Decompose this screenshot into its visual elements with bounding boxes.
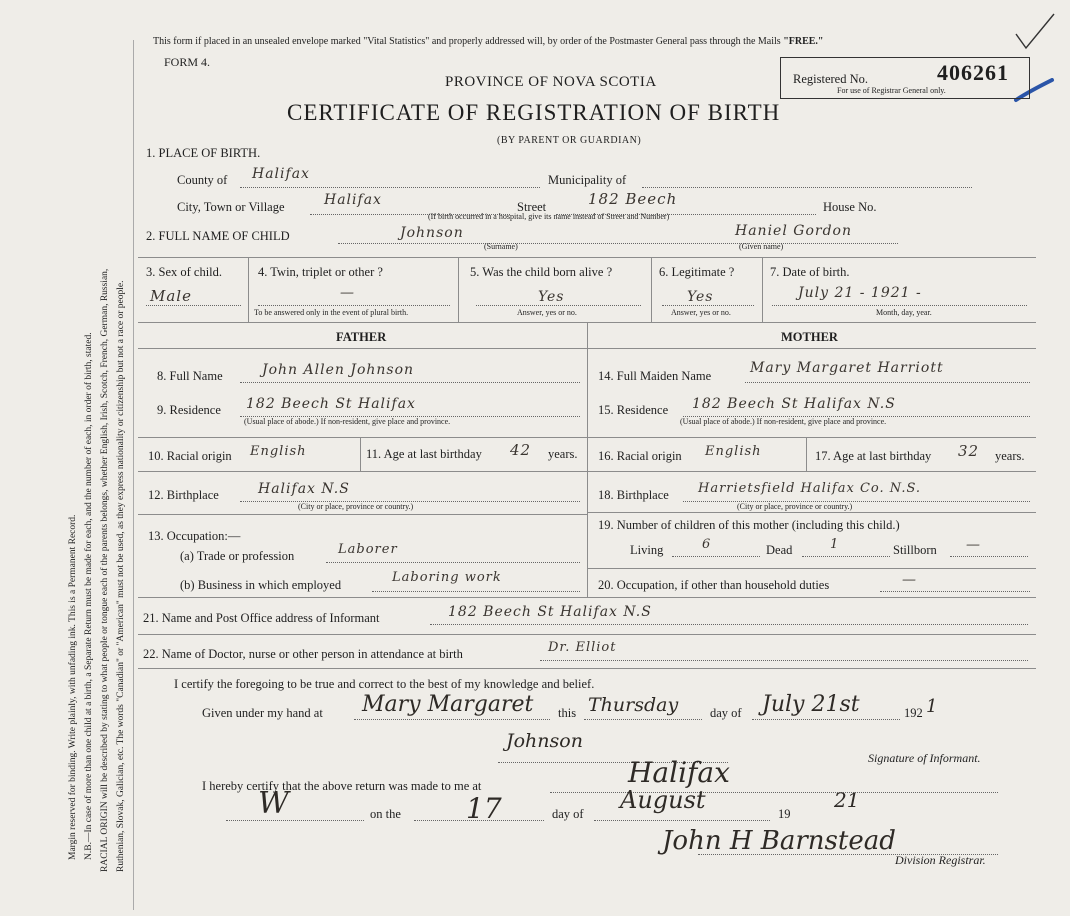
father-age-value: 42 xyxy=(510,441,532,459)
father-business-label: (b) Business in which employed xyxy=(180,578,342,592)
mother-years: years. xyxy=(995,449,1025,463)
mother-race-value: English xyxy=(705,444,762,459)
informant-value: 182 Beech St Halifax N.S xyxy=(448,604,652,620)
on-the-value: 17 xyxy=(466,792,502,825)
county-value: Halifax xyxy=(252,166,310,182)
certificate-subtitle: (BY PARENT OR GUARDIAN) xyxy=(497,135,642,146)
father-race-label: 10. Racial origin xyxy=(148,449,232,463)
mother-occupation-label: 20. Occupation, if other than household duties xyxy=(598,578,830,592)
mother-res-note: (Usual place of abode.) If non-resident, give place and province. xyxy=(680,417,887,426)
father-name-value: John Allen Johnson xyxy=(262,362,415,378)
dead-label: Dead xyxy=(766,543,793,557)
twin-label: 4. Twin, triplet or other ? xyxy=(258,265,383,279)
margin-note-binding: Margin reserved for binding. Write plainly, with unfading ink. This is a Permanent Record. xyxy=(68,514,78,860)
signature-informant-label: Signature of Informant. xyxy=(868,751,981,765)
doctor-label: 22. Name of Doctor, nurse or other person in attendance at birth xyxy=(143,647,463,661)
father-birthplace-value: Halifax N.S xyxy=(258,481,350,497)
father-res-value: 182 Beech St Halifax xyxy=(246,396,416,412)
mother-age-label: 17. Age at last birthday xyxy=(815,449,932,463)
child-surname: Johnson xyxy=(400,225,464,241)
day-of-label-2: day of xyxy=(552,807,584,821)
hospital-note: (If birth occurred in a hospital, give its name instead of Street and Number) xyxy=(428,212,670,221)
mother-age-value: 32 xyxy=(958,442,980,460)
living-value: 6 xyxy=(702,537,712,552)
father-res-label: 9. Residence xyxy=(157,403,221,417)
city-value: Halifax xyxy=(324,192,382,208)
mother-name-value: Mary Margaret Harriott xyxy=(750,360,944,376)
county-label: County of xyxy=(177,173,228,187)
province-heading: PROVINCE OF NOVA SCOTIA xyxy=(445,74,657,90)
child-given-name: Haniel Gordon xyxy=(735,223,852,239)
surname-note: (Surname) xyxy=(484,242,518,251)
father-business-value: Laboring work xyxy=(392,570,502,585)
given-under-label: Given under my hand at xyxy=(202,706,323,720)
certify-line: I certify the foregoing to be true and correct to the best of my knowledge and belief. xyxy=(174,677,595,691)
city-label: City, Town or Village xyxy=(177,200,285,214)
sex-value: Male xyxy=(150,287,192,305)
year2-prefix: 19 xyxy=(778,807,791,821)
father-birthplace-note: (City or place, province or country.) xyxy=(298,502,414,511)
dob-value: July 21 - 1921 - xyxy=(798,285,922,301)
form-number: FORM 4. xyxy=(164,55,211,69)
twin-value: — xyxy=(340,285,355,301)
registered-note: For use of Registrar General only. xyxy=(837,86,946,95)
mother-birthplace-note: (City or place, province or country.) xyxy=(737,502,853,511)
day-of-value: July 21st xyxy=(762,692,860,717)
father-years: years. xyxy=(548,447,578,461)
mother-heading: MOTHER xyxy=(781,330,838,344)
margin-note-racial: RACIAL ORIGIN will be described by stating to what people or tongue each of the parents belongs, whether English, Irish, Scotch, French, German, Russian, xyxy=(100,268,110,872)
stillborn-value: — xyxy=(966,537,981,553)
registered-label: Registered No. xyxy=(793,72,868,86)
alive-value: Yes xyxy=(538,289,565,305)
father-trade-value: Laborer xyxy=(338,542,398,557)
place-heading: 1. PLACE OF BIRTH. xyxy=(146,146,261,160)
house-label: House No. xyxy=(823,200,877,214)
division-registrar-label: Division Registrar. xyxy=(895,853,986,867)
this-label: this xyxy=(558,706,577,720)
street-value: 182 Beech xyxy=(588,190,678,208)
father-occupation-label: 13. Occupation:— xyxy=(148,529,241,543)
informant-label: 21. Name and Post Office address of Informant xyxy=(143,611,380,625)
registered-box xyxy=(780,57,1030,99)
legitimate-note: Answer, yes or no. xyxy=(671,308,731,317)
father-heading: FATHER xyxy=(336,330,387,344)
child-name-label: 2. FULL NAME OF CHILD xyxy=(146,229,290,243)
certificate-title: CERTIFICATE OF REGISTRATION OF BIRTH xyxy=(287,100,781,125)
father-birthplace-label: 12. Birthplace xyxy=(148,488,219,502)
twin-note: To be answered only in the event of plural birth. xyxy=(254,308,409,317)
this-value: Thursday xyxy=(588,694,679,716)
father-race-value: English xyxy=(250,444,307,459)
dead-value: 1 xyxy=(830,537,840,552)
mother-res-value: 182 Beech St Halifax N.S xyxy=(692,396,896,412)
alive-note: Answer, yes or no. xyxy=(517,308,577,317)
alive-label: 5. Was the child born alive ? xyxy=(470,265,613,279)
registrar-signature: John H Barnstead xyxy=(662,826,896,856)
stillborn-label: Stillborn xyxy=(893,543,937,557)
father-name-label: 8. Full Name xyxy=(157,369,223,383)
given-name-note: (Given name) xyxy=(739,242,784,251)
year-suffix: 1 xyxy=(926,696,938,717)
dob-label: 7. Date of birth. xyxy=(770,265,850,279)
on-the-label: on the xyxy=(370,807,401,821)
doctor-value: Dr. Elliot xyxy=(548,640,617,655)
legitimate-value: Yes xyxy=(687,289,714,305)
father-res-note: (Usual place of abode.) If non-resident, give place and province. xyxy=(244,417,451,426)
given-place-value: Mary Margaret xyxy=(362,692,534,717)
mother-res-label: 15. Residence xyxy=(598,403,669,417)
street-label: Street xyxy=(517,200,547,214)
mother-name-label: 14. Full Maiden Name xyxy=(598,369,712,383)
municipality-label: Municipality of xyxy=(548,173,627,187)
informant-signature: Johnson xyxy=(506,730,583,752)
registrar-mark: W xyxy=(258,786,289,821)
year2-value: 21 xyxy=(834,788,860,812)
mother-occupation-value: — xyxy=(902,572,917,588)
day-of-value-2: August xyxy=(620,786,706,814)
registrar-place: Halifax xyxy=(628,756,730,789)
mother-race-label: 16. Racial origin xyxy=(598,449,682,463)
mother-birthplace-value: Harrietsfield Halifax Co. N.S. xyxy=(698,481,922,496)
mother-children-label: 19. Number of children of this mother (including this child.) xyxy=(598,518,900,532)
legitimate-label: 6. Legitimate ? xyxy=(659,265,735,279)
mother-birthplace-label: 18. Birthplace xyxy=(598,488,669,502)
father-age-label: 11. Age at last birthday xyxy=(366,447,482,461)
father-trade-label: (a) Trade or profession xyxy=(180,549,295,563)
mail-notice: This form if placed in an unsealed envelope marked "Vital Statistics" and properly addressed will, by order of the Postmaster General pass through the Mails "FREE." xyxy=(153,36,824,47)
margin-note-racial-2: Ruthenian, Slovak, Galician, etc. The words "Canadian" or "American" must not be used, as they express nationality or citizenship but not a race or people. xyxy=(116,280,126,872)
year-prefix: 192 xyxy=(904,706,923,720)
registrar-line: I hereby certify that the above return was made to me at xyxy=(202,779,482,793)
check-mark-icon xyxy=(1012,12,1058,52)
sex-label: 3. Sex of child. xyxy=(146,265,223,279)
margin-note-nb: N.B.—In case of more than one child at a birth, a Separate Return must be made for each, and the number of each, in order of birth, stated. xyxy=(84,332,94,860)
registered-number: 406261 xyxy=(937,60,1009,85)
day-of-label: day of xyxy=(710,706,742,720)
dob-note: Month, day, year. xyxy=(876,308,932,317)
living-label: Living xyxy=(630,543,664,557)
